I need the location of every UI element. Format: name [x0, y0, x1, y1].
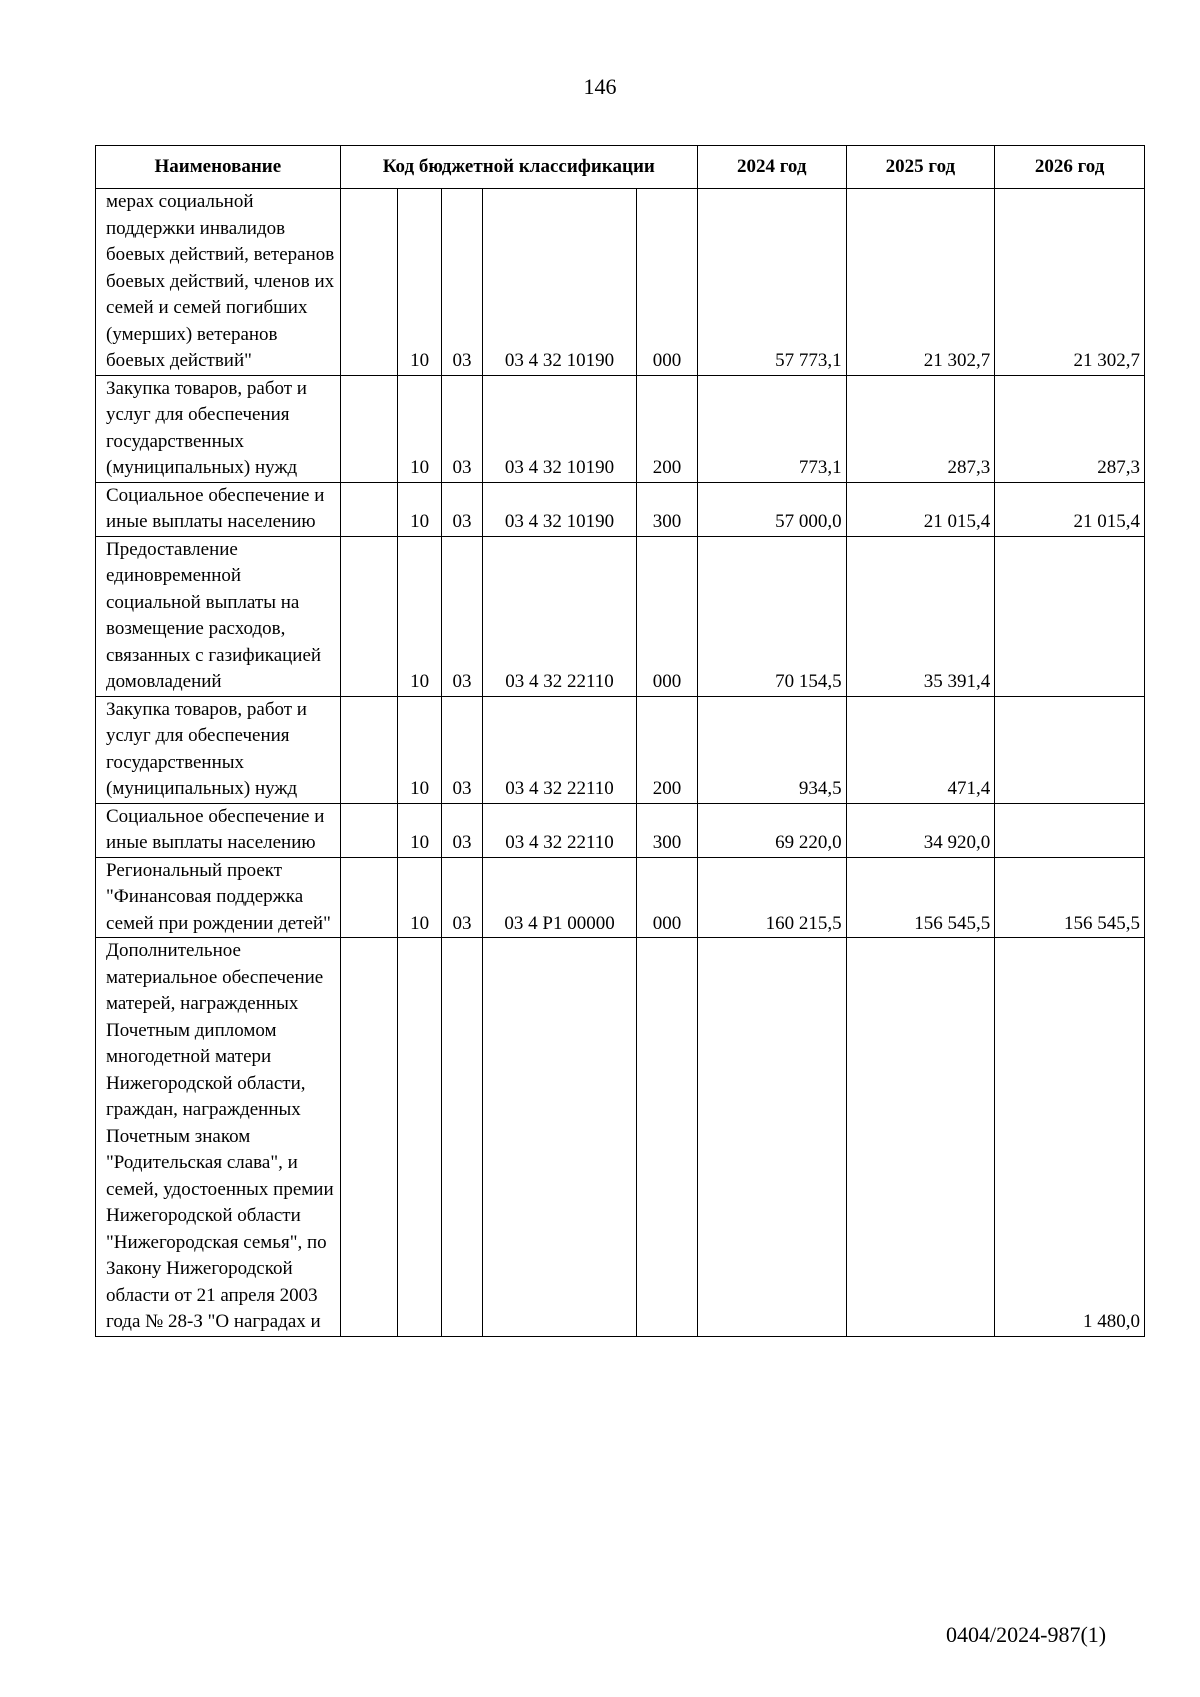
row-value-2026: 156 545,5 [995, 857, 1145, 938]
table-row [96, 536, 1145, 696]
row-value-2024: 57 773,1 [697, 189, 846, 376]
table-header-row [96, 146, 1145, 189]
row-subsection: 03 [441, 857, 482, 938]
row-value-2026 [995, 803, 1145, 857]
row-value-2024: 69 220,0 [697, 803, 846, 857]
row-blank-cell [340, 536, 398, 696]
row-name: мерах социальной поддержки инвалидов боевых действий, ветеранов боевых действий, членов их семей и семей погибших (умерших) ветеранов боевых действий" [96, 189, 341, 376]
row-value-2025: 35 391,4 [846, 536, 995, 696]
row-value-2026: 1 480,0 [995, 938, 1145, 1337]
table-row [96, 482, 1145, 536]
row-value-2026: 287,3 [995, 375, 1145, 482]
row-expense-type [636, 938, 697, 1337]
header-budget-code: Код бюджетной классификации [340, 146, 697, 189]
row-value-2025: 156 545,5 [846, 857, 995, 938]
row-expense-type: 200 [636, 375, 697, 482]
row-value-2024: 934,5 [697, 696, 846, 803]
row-target-article: 03 4 32 10190 [483, 375, 637, 482]
row-blank-cell [340, 375, 398, 482]
row-name: Социальное обеспечение и иные выплаты населению [96, 482, 341, 536]
table-row [96, 696, 1145, 803]
table-row [96, 938, 1145, 1337]
row-value-2024 [697, 938, 846, 1337]
row-value-2025: 21 015,4 [846, 482, 995, 536]
row-subsection: 03 [441, 375, 482, 482]
row-section: 10 [398, 803, 441, 857]
row-section: 10 [398, 857, 441, 938]
row-name: Закупка товаров, работ и услуг для обеспечения государственных (муниципальных) нужд [96, 375, 341, 482]
row-section: 10 [398, 696, 441, 803]
row-name: Дополнительное материальное обеспечение матерей, награжденных Почетным дипломом многодетной матери Нижегородской области, граждан, награжденных Почетным знаком "Родительская слава", и семей, удостоенных премии Нижегородской области "Нижегородская семья", по Закону Нижегородской области от 21 апреля 2003 года № 28-З "О наградах и [96, 938, 341, 1337]
row-subsection [441, 938, 482, 1337]
header-name: Наименование [96, 146, 341, 189]
row-blank-cell [340, 189, 398, 376]
row-section: 10 [398, 375, 441, 482]
header-2024: 2024 год [697, 146, 846, 189]
header-2026: 2026 год [995, 146, 1145, 189]
row-blank-cell [340, 938, 398, 1337]
row-name: Предоставление единовременной социальной выплаты на возмещение расходов, связанных с газификацией домовладений [96, 536, 341, 696]
row-name: Социальное обеспечение и иные выплаты населению [96, 803, 341, 857]
row-expense-type: 000 [636, 189, 697, 376]
row-expense-type: 000 [636, 536, 697, 696]
row-section: 10 [398, 482, 441, 536]
row-value-2025: 471,4 [846, 696, 995, 803]
table-row [96, 803, 1145, 857]
row-blank-cell [340, 696, 398, 803]
page-number: 146 [583, 74, 617, 99]
row-blank-cell [340, 857, 398, 938]
row-value-2024: 773,1 [697, 375, 846, 482]
row-blank-cell [340, 803, 398, 857]
row-target-article: 03 4 32 22110 [483, 536, 637, 696]
row-subsection: 03 [441, 189, 482, 376]
row-name: Закупка товаров, работ и услуг для обеспечения государственных (муниципальных) нужд [96, 696, 341, 803]
row-value-2026: 21 302,7 [995, 189, 1145, 376]
row-expense-type: 300 [636, 482, 697, 536]
row-value-2025: 21 302,7 [846, 189, 995, 376]
row-section: 10 [398, 189, 441, 376]
row-name: Региональный проект "Финансовая поддержка семей при рождении детей" [96, 857, 341, 938]
row-subsection: 03 [441, 696, 482, 803]
row-expense-type: 200 [636, 696, 697, 803]
row-section [398, 938, 441, 1337]
row-subsection: 03 [441, 536, 482, 696]
row-expense-type: 300 [636, 803, 697, 857]
row-target-article: 03 4 P1 00000 [483, 857, 637, 938]
row-value-2025: 34 920,0 [846, 803, 995, 857]
row-section: 10 [398, 536, 441, 696]
row-value-2024: 70 154,5 [697, 536, 846, 696]
row-value-2026 [995, 536, 1145, 696]
row-value-2025 [846, 938, 995, 1337]
budget-table [95, 145, 1145, 1337]
row-target-article [483, 938, 637, 1337]
row-value-2024: 57 000,0 [697, 482, 846, 536]
table-row [96, 375, 1145, 482]
table-row [96, 189, 1145, 376]
row-blank-cell [340, 482, 398, 536]
row-value-2026 [995, 696, 1145, 803]
row-target-article: 03 4 32 22110 [483, 803, 637, 857]
table-row [96, 857, 1145, 938]
row-subsection: 03 [441, 803, 482, 857]
row-expense-type: 000 [636, 857, 697, 938]
row-target-article: 03 4 32 22110 [483, 696, 637, 803]
row-subsection: 03 [441, 482, 482, 536]
row-value-2026: 21 015,4 [995, 482, 1145, 536]
row-value-2024: 160 215,5 [697, 857, 846, 938]
header-2025: 2025 год [846, 146, 995, 189]
row-target-article: 03 4 32 10190 [483, 189, 637, 376]
document-code: 0404/2024-987(1) [946, 1622, 1107, 1647]
row-value-2025: 287,3 [846, 375, 995, 482]
row-target-article: 03 4 32 10190 [483, 482, 637, 536]
